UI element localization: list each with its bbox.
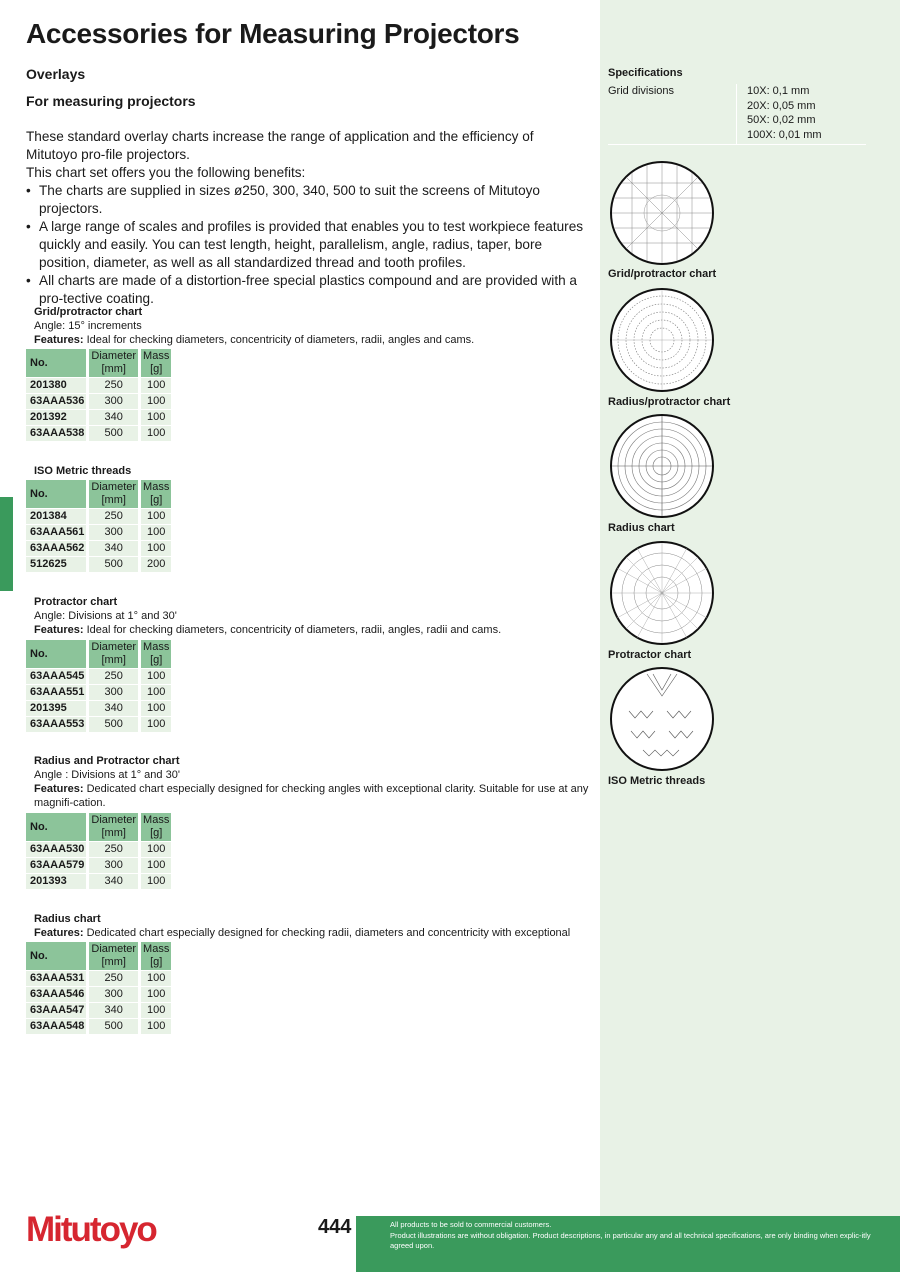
col-diameter-unit: [mm] <box>101 827 126 839</box>
col-mass-unit: [g] <box>150 494 163 506</box>
radius-table <box>26 942 171 1034</box>
table-row <box>26 1002 171 1018</box>
col-diameter-label: Diameter <box>91 481 137 493</box>
table-row <box>26 873 171 889</box>
col-no: No. <box>26 349 89 377</box>
radius-protractor-table <box>26 813 171 889</box>
col-diameter-label: Diameter <box>91 350 137 362</box>
block-title: Radius chart <box>34 913 101 925</box>
protractor-block <box>34 595 594 637</box>
intro-benefits-lead: This chart set offers you the following benefits: <box>26 165 306 180</box>
col-mass-unit: [g] <box>150 827 163 839</box>
cell-no: 63AAA547 <box>26 1002 89 1018</box>
grid-division-value: 50X: 0,02 mm <box>747 114 816 126</box>
cell-diameter: 500 <box>89 425 141 441</box>
cell-no: 63AAA561 <box>26 524 89 540</box>
col-no: No. <box>26 640 89 668</box>
cell-mass: 100 <box>141 986 171 1002</box>
block-features <box>34 333 594 347</box>
cell-no: 63AAA548 <box>26 1018 89 1034</box>
cell-no: 201392 <box>26 409 89 425</box>
edge-tab-marker <box>0 497 13 591</box>
col-mass-label: Mass <box>143 350 170 362</box>
col-mass <box>141 480 171 508</box>
table-header-row <box>26 480 171 508</box>
grid-division-value: 10X: 0,1 mm <box>747 85 810 97</box>
col-diameter <box>89 813 141 841</box>
col-mass <box>141 640 171 668</box>
chart-caption: ISO Metric threads <box>608 775 706 787</box>
cell-diameter: 250 <box>89 970 141 986</box>
page-number: 444 <box>318 1216 352 1238</box>
cell-diameter: 250 <box>89 377 141 393</box>
cell-mass: 100 <box>141 524 171 540</box>
iso-threads-table <box>26 480 171 572</box>
col-mass <box>141 942 171 970</box>
cell-mass: 100 <box>141 540 171 556</box>
table-row <box>26 970 171 986</box>
grid-protractor-table <box>26 349 171 441</box>
iso-threads-block <box>34 464 594 478</box>
cell-mass: 100 <box>141 1018 171 1034</box>
col-mass-label: Mass <box>143 481 170 493</box>
cell-diameter: 300 <box>89 986 141 1002</box>
col-mass <box>141 813 171 841</box>
col-diameter-label: Diameter <box>91 641 137 653</box>
table-row <box>26 556 171 572</box>
cell-diameter: 340 <box>89 409 141 425</box>
benefits-list <box>26 182 588 308</box>
cell-mass: 100 <box>141 684 171 700</box>
table-header-row <box>26 640 171 668</box>
cell-diameter: 340 <box>89 700 141 716</box>
table-row <box>26 857 171 873</box>
table-row <box>26 700 171 716</box>
cell-diameter: 300 <box>89 393 141 409</box>
col-diameter <box>89 942 141 970</box>
table-header-row <box>26 349 171 377</box>
col-mass-unit: [g] <box>150 654 163 666</box>
table-row <box>26 841 171 857</box>
grid-division-value: 100X: 0,01 mm <box>747 128 822 141</box>
benefit-item: • All charts are made of a distortion-free special plastics compound and are provided with a pro-tective coating. <box>26 272 588 308</box>
cell-diameter: 250 <box>89 508 141 524</box>
chart-caption: Radius chart <box>608 522 675 534</box>
table-row <box>26 524 171 540</box>
cell-diameter: 500 <box>89 716 141 732</box>
col-no: No. <box>26 942 89 970</box>
cell-no: 512625 <box>26 556 89 572</box>
benefit-item: • A large range of scales and profiles is provided that enables you to test workpiece features quickly and easily. You can test length, height, parallelism, angle, radius, taper, bore position, diameter, as well as all standardized thread and tooth profiles. <box>26 218 588 272</box>
cell-no: 63AAA546 <box>26 986 89 1002</box>
features-label: Features: <box>34 783 84 795</box>
cell-no: 63AAA545 <box>26 668 89 684</box>
col-no: No. <box>26 480 89 508</box>
cell-diameter: 300 <box>89 684 141 700</box>
table-header-row <box>26 813 171 841</box>
block-title: ISO Metric threads <box>34 465 132 477</box>
protractor-table <box>26 640 171 732</box>
specifications-heading: Specifications <box>608 67 683 79</box>
cell-mass: 100 <box>141 1002 171 1018</box>
radius-protractor-chart-image <box>609 287 715 393</box>
iso-threads-chart-image <box>609 666 715 772</box>
page-title: Accessories for Measuring Projectors <box>26 18 520 49</box>
section-heading: Overlays <box>26 66 86 82</box>
col-no: No. <box>26 813 89 841</box>
block-angle: Angle: 15° increments <box>34 320 142 332</box>
table-row <box>26 986 171 1002</box>
col-diameter-label: Diameter <box>91 814 137 826</box>
col-diameter-label: Diameter <box>91 943 137 955</box>
features-text: Ideal for checking diameters, concentricity of diameters, radii, angles and cams. <box>86 334 475 346</box>
table-row <box>26 1018 171 1034</box>
footer-disclaimer <box>390 1220 885 1252</box>
chart-caption: Grid/protractor chart <box>608 268 717 280</box>
col-diameter <box>89 480 141 508</box>
features-text: Ideal for checking diameters, concentricity of diameters, radii, angles, radii and cams. <box>86 624 502 636</box>
cell-mass: 100 <box>141 700 171 716</box>
features-label: Features: <box>34 927 84 939</box>
grid-divisions-label: Grid divisions <box>608 85 675 97</box>
protractor-chart-image <box>609 540 715 646</box>
cell-diameter: 500 <box>89 1018 141 1034</box>
cell-diameter: 500 <box>89 556 141 572</box>
features-label: Features: <box>34 334 84 346</box>
col-diameter-unit: [mm] <box>101 654 126 666</box>
cell-diameter: 250 <box>89 668 141 684</box>
mitutoyo-logo: Mitutoyo <box>26 1210 156 1249</box>
cell-no: 63AAA531 <box>26 970 89 986</box>
cell-no: 201380 <box>26 377 89 393</box>
grid-protractor-chart-image <box>609 160 715 266</box>
block-title: Radius and Protractor chart <box>34 755 180 767</box>
features-text: Dedicated chart especially designed for checking angles with exceptional clarity. Suitable for use at any magnifi-cation. <box>34 783 589 809</box>
cell-no: 201393 <box>26 873 89 889</box>
table-row <box>26 684 171 700</box>
col-diameter-unit: [mm] <box>101 363 126 375</box>
cell-mass: 100 <box>141 668 171 684</box>
col-mass-unit: [g] <box>150 363 163 375</box>
cell-diameter: 300 <box>89 524 141 540</box>
cell-no: 63AAA536 <box>26 393 89 409</box>
block-angle: Angle: Divisions at 1° and 30' <box>34 610 177 622</box>
table-row <box>26 425 171 441</box>
grid-division-value: 20X: 0,05 mm <box>747 99 816 112</box>
cell-mass: 100 <box>141 970 171 986</box>
col-diameter-unit: [mm] <box>101 956 126 968</box>
radius-protractor-block <box>34 754 594 810</box>
cell-mass: 200 <box>141 556 171 572</box>
cell-mass: 100 <box>141 716 171 732</box>
chart-caption: Protractor chart <box>608 649 692 661</box>
block-features <box>34 782 594 810</box>
intro-text <box>26 128 588 308</box>
radius-chart-image <box>609 413 715 519</box>
grid-protractor-block <box>34 305 594 347</box>
cell-diameter: 340 <box>89 873 141 889</box>
col-mass <box>141 349 171 377</box>
cell-mass: 100 <box>141 508 171 524</box>
cell-no: 201395 <box>26 700 89 716</box>
table-row <box>26 508 171 524</box>
block-angle: Angle : Divisions at 1° and 30' <box>34 769 180 781</box>
cell-no: 63AAA538 <box>26 425 89 441</box>
chart-caption: Radius/protractor chart <box>608 396 731 408</box>
table-row <box>26 393 171 409</box>
col-mass-label: Mass <box>143 943 170 955</box>
col-diameter <box>89 640 141 668</box>
table-row <box>26 668 171 684</box>
cell-no: 63AAA551 <box>26 684 89 700</box>
cell-mass: 100 <box>141 377 171 393</box>
features-text: Dedicated chart especially designed for checking radii, diameters and concentricity with exceptional <box>86 927 571 939</box>
footer-line: All products to be sold to commercial customers. <box>390 1220 552 1229</box>
block-title: Grid/protractor chart <box>34 306 143 318</box>
cell-mass: 100 <box>141 409 171 425</box>
table-row <box>26 540 171 556</box>
cell-mass: 100 <box>141 425 171 441</box>
subsection-heading: For measuring projectors <box>26 93 196 109</box>
table-header-row <box>26 942 171 970</box>
cell-diameter: 340 <box>89 540 141 556</box>
cell-diameter: 250 <box>89 841 141 857</box>
col-diameter <box>89 349 141 377</box>
table-row <box>26 716 171 732</box>
features-label: Features: <box>34 624 84 636</box>
cell-mass: 100 <box>141 873 171 889</box>
col-mass-unit: [g] <box>150 956 163 968</box>
cell-no: 63AAA562 <box>26 540 89 556</box>
table-row <box>26 409 171 425</box>
specifications-row <box>608 84 866 145</box>
cell-diameter: 300 <box>89 857 141 873</box>
col-mass-label: Mass <box>143 641 170 653</box>
grid-divisions-values <box>736 84 822 144</box>
cell-mass: 100 <box>141 393 171 409</box>
cell-no: 201384 <box>26 508 89 524</box>
table-row <box>26 377 171 393</box>
intro-paragraph: These standard overlay charts increase the range of application and the efficiency of Mitutoyo pro-file projectors. <box>26 129 534 162</box>
footer-line: Product illustrations are without obligation. Product descriptions, in particular any and all technical specifications, are only binding when explic-itly agreed upon. <box>390 1230 871 1250</box>
col-diameter-unit: [mm] <box>101 494 126 506</box>
cell-mass: 100 <box>141 841 171 857</box>
cell-mass: 100 <box>141 857 171 873</box>
block-title: Protractor chart <box>34 596 118 608</box>
cell-no: 63AAA579 <box>26 857 89 873</box>
cell-no: 63AAA553 <box>26 716 89 732</box>
cell-diameter: 340 <box>89 1002 141 1018</box>
col-mass-label: Mass <box>143 814 170 826</box>
benefit-item: • The charts are supplied in sizes ø250, 300, 340, 500 to suit the screens of Mitutoyo projectors. <box>26 182 588 218</box>
block-features <box>34 623 594 637</box>
cell-no: 63AAA530 <box>26 841 89 857</box>
